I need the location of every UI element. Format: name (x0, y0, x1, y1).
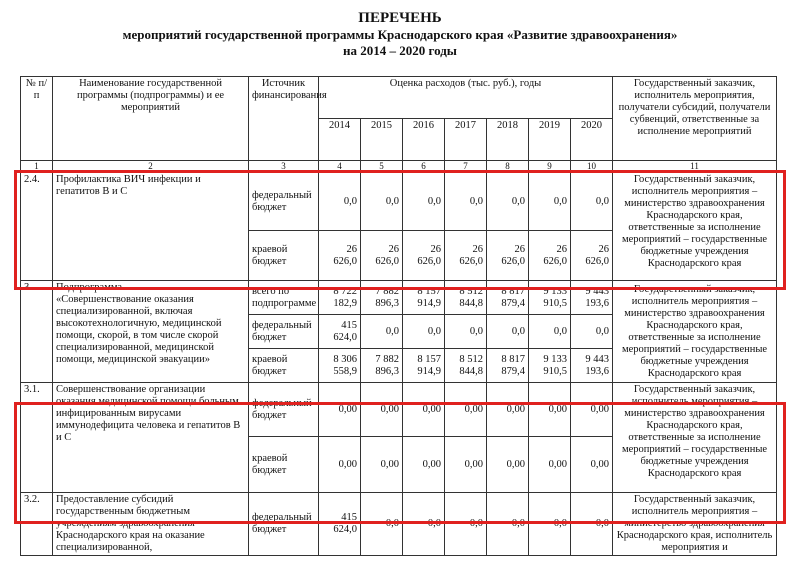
year-header: 2014 (319, 119, 361, 161)
customer-cell: Государственный заказчик, исполнитель мероприятия – министерство здравоохранения Краснодарского края, ответственные за исполнение мероприятий – государственные бюджетные учреждения Краснодарского края (613, 281, 777, 383)
row-number: 3. (21, 281, 53, 383)
year-header: 2018 (487, 119, 529, 161)
cost-cell: 8 512 844,8 (445, 349, 487, 383)
column-number: 5 (361, 161, 403, 173)
subprogram-prefix: Подпрограмма (56, 282, 123, 293)
document-period: на 2014 – 2020 годы (343, 43, 457, 58)
cost-cell: 0,00 (361, 437, 403, 493)
col-customer-header: Государственный заказчик, исполнитель мероприятия, получатели субсидий, получатели субвенций, ответственные за исполнение мероприятий (613, 77, 777, 161)
col-name-header: Наименование государственной программы (подпрограммы) и ее мероприятий (53, 77, 249, 161)
cost-cell: 26 626,0 (529, 231, 571, 281)
column-number: 7 (445, 161, 487, 173)
table-row (21, 281, 777, 315)
year-header: 2019 (529, 119, 571, 161)
cost-cell: 0,00 (571, 437, 613, 493)
activity-name: Профилактика ВИЧ инфекции и гепатитов В и С (53, 173, 249, 281)
cost-cell: 8 157 914,9 (403, 349, 445, 383)
cost-cell: 8 817 879,4 (487, 349, 529, 383)
col-source-header: Источник финансирования (249, 77, 319, 161)
customer-cell: Государственный заказчик, исполнитель мероприятия – министерство здравоохранения Краснодарского края, ответственные за исполнение мероприятий – государственные бюджетные учреждения Краснодарского края (613, 383, 777, 493)
cost-cell: 0,0 (529, 315, 571, 349)
cost-cell: 0,00 (487, 383, 529, 437)
document-title: ПЕРЕЧЕНЬ (358, 10, 442, 26)
cost-cell: 9 133 910,5 (529, 349, 571, 383)
col-costs-header: Оценка расходов (тыс. руб.), годы (319, 77, 613, 119)
cost-cell: 0,0 (529, 493, 571, 556)
table-row (21, 383, 777, 437)
column-number: 4 (319, 161, 361, 173)
cost-cell: 8 512 844,8 (445, 281, 487, 315)
column-number: 3 (249, 161, 319, 173)
cost-cell: 0,0 (529, 173, 571, 231)
column-number: 2 (53, 161, 249, 173)
cost-cell: 0,0 (403, 173, 445, 231)
cost-cell: 0,0 (361, 173, 403, 231)
cost-cell: 0,0 (487, 493, 529, 556)
cost-cell: 26 626,0 (571, 231, 613, 281)
cost-cell: 0,00 (403, 437, 445, 493)
source-label: всего по подпрограмме (249, 281, 319, 315)
table-row (21, 173, 777, 231)
column-numbers-row (21, 161, 777, 173)
column-number: 6 (403, 161, 445, 173)
table-row (21, 493, 777, 556)
cost-cell: 9 443 193,6 (571, 281, 613, 315)
source-label: краевой бюджет (249, 349, 319, 383)
cost-cell: 8 722 182,9 (319, 281, 361, 315)
year-header: 2015 (361, 119, 403, 161)
cost-cell: 0,00 (319, 437, 361, 493)
row-number: 3.1. (21, 383, 53, 493)
cost-cell: 0,00 (319, 383, 361, 437)
cost-cell: 0,0 (361, 493, 403, 556)
cost-cell: 0,0 (487, 315, 529, 349)
cost-cell: 0,0 (445, 315, 487, 349)
document-header (0, 10, 800, 59)
cost-cell: 7 882 896,3 (361, 349, 403, 383)
cost-cell: 0,0 (403, 315, 445, 349)
program-activities-table (20, 76, 777, 556)
column-number: 8 (487, 161, 529, 173)
cost-cell: 0,00 (529, 437, 571, 493)
cost-cell: 415 624,0 (319, 315, 361, 349)
cost-cell: 0,00 (445, 437, 487, 493)
cost-cell: 0,00 (445, 383, 487, 437)
cost-cell: 8 306 558,9 (319, 349, 361, 383)
table-header-row (21, 77, 777, 119)
column-number: 11 (613, 161, 777, 173)
year-header: 2017 (445, 119, 487, 161)
cost-cell: 8 817 879,4 (487, 281, 529, 315)
cost-cell: 0,0 (361, 315, 403, 349)
cost-cell: 0,00 (487, 437, 529, 493)
cost-cell: 26 626,0 (361, 231, 403, 281)
cost-cell: 8 157 914,9 (403, 281, 445, 315)
cost-cell: 0,0 (571, 173, 613, 231)
cost-cell: 0,00 (361, 383, 403, 437)
column-number: 9 (529, 161, 571, 173)
cost-cell: 9 133 910,5 (529, 281, 571, 315)
year-header: 2020 (571, 119, 613, 161)
document-subtitle: мероприятий государственной программы Краснодарского края «Развитие здравоохранения» (122, 27, 678, 42)
cost-cell: 26 626,0 (487, 231, 529, 281)
column-number: 1 (21, 161, 53, 173)
source-label: краевой бюджет (249, 437, 319, 493)
cost-cell: 415 624,0 (319, 493, 361, 556)
cost-cell: 7 882 896,3 (361, 281, 403, 315)
cost-cell: 0,0 (487, 173, 529, 231)
cost-cell: 0,0 (445, 173, 487, 231)
source-label: федеральный бюджет (249, 493, 319, 556)
column-number: 10 (571, 161, 613, 173)
cost-cell: 0,0 (319, 173, 361, 231)
customer-cell: Государственный заказчик, исполнитель мероприятия – министерство здравоохранения Краснодарского края, исполнитель мероприятия и (613, 493, 777, 556)
cost-cell: 0,0 (571, 493, 613, 556)
activity-name: Совершенствование организации оказания медицинской помощи больным инфицированным вирусами иммунодефицита человека и гепатитов В и С (53, 383, 249, 493)
subprogram-title: «Совершенствование оказания специализированной, включая высокотехнологичную, медицинской помощи, скорой, в том числе скорой специализированной, медицинской помощи, медицинской эвакуации» (56, 294, 222, 365)
source-label: краевой бюджет (249, 231, 319, 281)
cost-cell: 0,0 (403, 493, 445, 556)
source-label: федеральный бюджет (249, 383, 319, 437)
cost-cell: 0,00 (403, 383, 445, 437)
subprogram-name (53, 281, 249, 383)
source-label: федеральный бюджет (249, 315, 319, 349)
customer-cell: Государственный заказчик, исполнитель мероприятия – министерство здравоохранения Краснодарского края, ответственные за исполнение мероприятий – государственные бюджетные учреждения Краснодарского края (613, 173, 777, 281)
cost-cell: 26 626,0 (403, 231, 445, 281)
cost-cell: 0,00 (571, 383, 613, 437)
cost-cell: 9 443 193,6 (571, 349, 613, 383)
row-number: 3.2. (21, 493, 53, 556)
year-header: 2016 (403, 119, 445, 161)
cost-cell: 0,0 (571, 315, 613, 349)
cost-cell: 26 626,0 (445, 231, 487, 281)
activity-name: Предоставление субсидий государственным бюджетным учреждениям здравоохранения Краснодарского края на оказание специализированной, (53, 493, 249, 556)
cost-cell: 0,00 (529, 383, 571, 437)
col-no-header: № п/п (21, 77, 53, 161)
source-label: федеральный бюджет (249, 173, 319, 231)
row-number: 2.4. (21, 173, 53, 281)
cost-cell: 0,0 (445, 493, 487, 556)
cost-cell: 26 626,0 (319, 231, 361, 281)
